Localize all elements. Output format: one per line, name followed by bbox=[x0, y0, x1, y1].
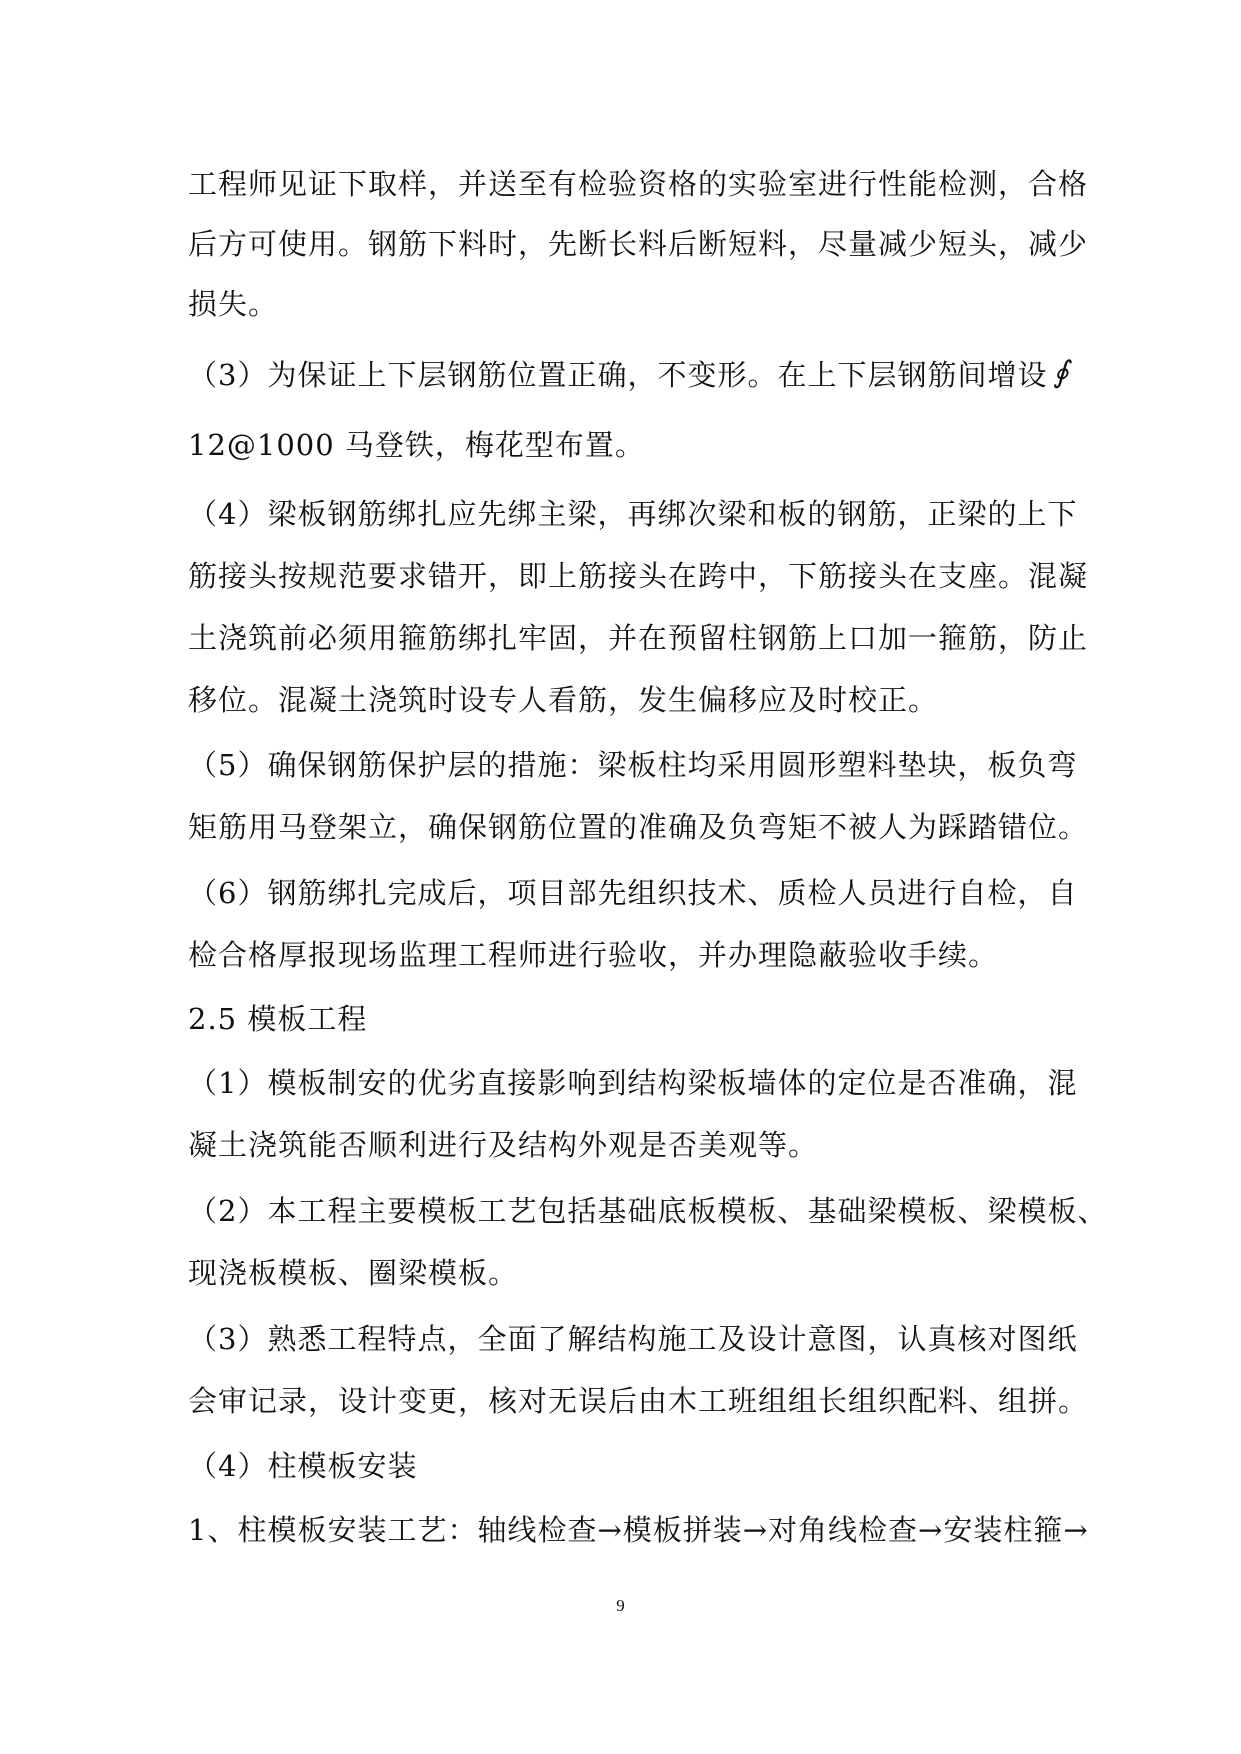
text-line: 后方可使用。钢筋下料时，先断长料后断短料，尽量减少短头，减少 bbox=[188, 227, 1089, 261]
text-line: 12@1000 马登铁，梅花型布置。 bbox=[188, 428, 645, 462]
text-line: （1）模板制安的优劣直接影响到结构梁板墙体的定位是否准确，混 bbox=[188, 1066, 1078, 1100]
text-line: （2）本工程主要模板工艺包括基础底板模板、基础梁模板、梁模板、 bbox=[188, 1194, 1108, 1228]
text-line: 筋接头按规范要求错开，即上筋接头在跨中，下筋接头在支座。混凝 bbox=[188, 559, 1089, 593]
text-line: （4）梁板钢筋绑扎应先绑主梁，再绑次梁和板的钢筋，正梁的上下 bbox=[188, 497, 1078, 531]
section-heading: 2.5 模板工程 bbox=[188, 1002, 368, 1036]
text-line: （6）钢筋绑扎完成后，项目部先组织技术、质检人员进行自检，自 bbox=[188, 876, 1078, 910]
text-line: 检合格厚报现场监理工程师进行验收，并办理隐蔽验收手续。 bbox=[188, 938, 999, 972]
text-line: （3）为保证上下层钢筋位置正确，不变形。在上下层钢筋间增设 bbox=[188, 358, 1048, 392]
text-line: 工程师见证下取样，并送至有检验资格的实验室进行性能检测，合格 bbox=[188, 167, 1089, 201]
text-line: 凝土浇筑能否顺利进行及结构外观是否美观等。 bbox=[188, 1128, 819, 1162]
page-number: 9 bbox=[616, 1596, 625, 1615]
text-line: （4）柱模板安装 bbox=[188, 1449, 418, 1483]
text-line: 土浇筑前必须用箍筋绑扎牢固，并在预留柱钢筋上口加一箍筋，防止 bbox=[188, 621, 1089, 655]
text-line: （5）确保钢筋保护层的措施：梁板柱均采用圆形塑料垫块，板负弯 bbox=[188, 748, 1078, 782]
text-line: 现浇板模板、圈梁模板。 bbox=[188, 1256, 519, 1290]
text-line: （3）熟悉工程特点，全面了解结构施工及设计意图，认真核对图纸 bbox=[188, 1322, 1078, 1356]
text-line: 移位。混凝土浇筑时设专人看筋，发生偏移应及时校正。 bbox=[188, 683, 939, 717]
text-line: 1、柱模板安装工艺：轴线检查→模板拼装→对角线检查→安装柱箍→ bbox=[188, 1513, 1089, 1547]
text-line: 矩筋用马登架立，确保钢筋位置的准确及负弯矩不被人为踩踏错位。 bbox=[188, 810, 1089, 844]
text-line: 损失。 bbox=[188, 287, 279, 321]
rebar-diameter-symbol: ∮ bbox=[1053, 355, 1069, 390]
text-line: 会审记录，设计变更，核对无误后由木工班组组长组织配料、组拼。 bbox=[188, 1384, 1089, 1418]
